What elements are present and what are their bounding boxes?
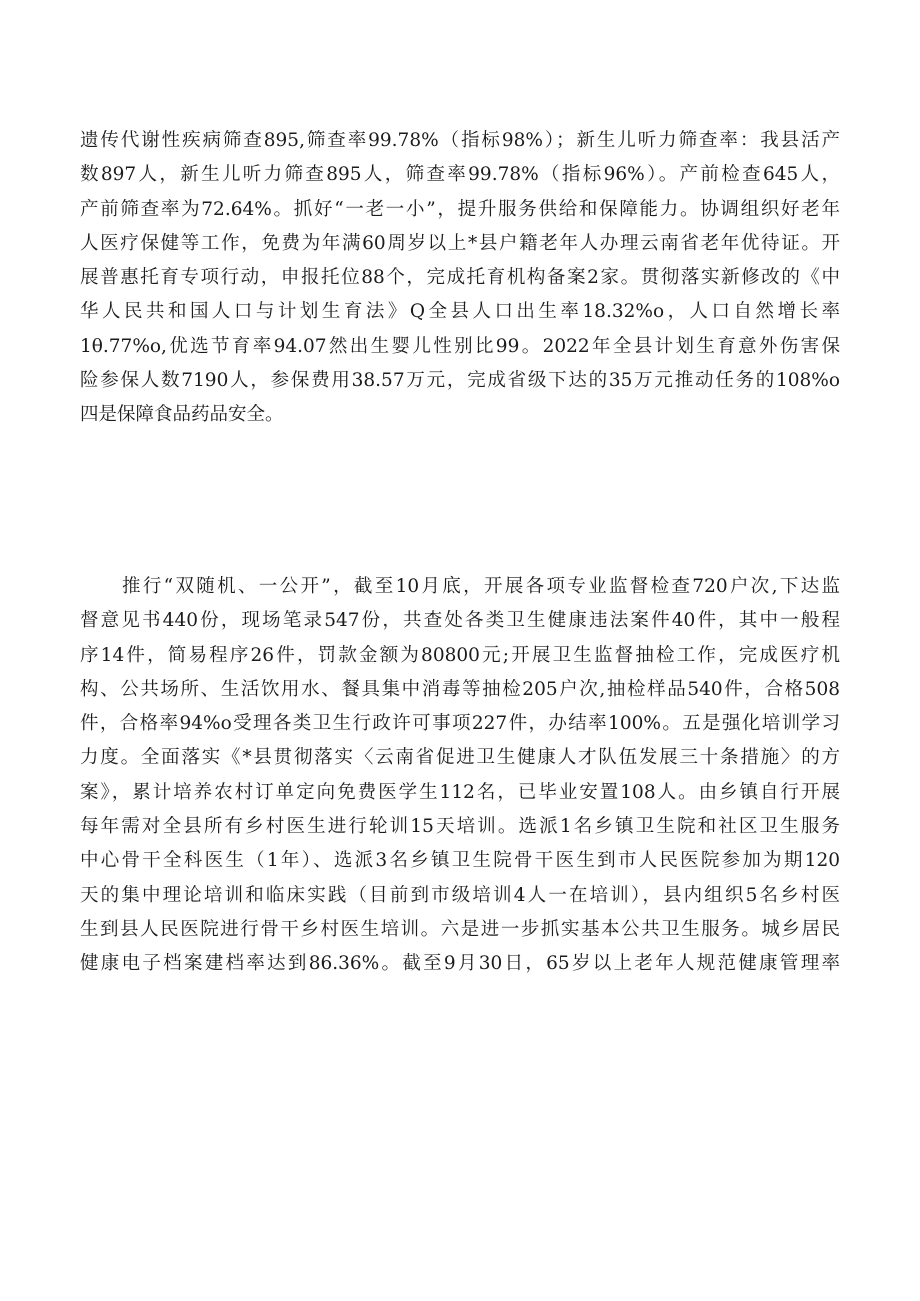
paragraph-1	[80, 124, 840, 433]
text-line: 督意见书440份，现场笔录547份，共查处各类卫生健康违法案件40件，其中一般程	[80, 610, 840, 632]
text-line: 天的集中理论培训和临床实践（目前到市级培训4人一在培训），县内组织5名乡村医	[80, 884, 840, 906]
text-line: 华人民共和国人口与计划生育法》Q全县人口出生率18.32%o，人口自然增长率	[80, 301, 840, 323]
text-line: 1θ.77%o,优选节育率94.07然出生婴儿性别比99。2022年全县计划生育意外伤害保	[80, 335, 840, 357]
text-line: 生到县人民医院进行骨干乡村医生培训。六是进一步抓实基本公共卫生服务。城乡居民	[80, 918, 840, 940]
text-line: 力度。全面落实《*县贯彻落实〈云南省促进卫生健康人才队伍发展三十条措施〉的方	[80, 747, 840, 769]
text-line: 每年需对全县所有乡村医生进行轮训15天培训。选派1名乡镇卫生院和社区卫生服务	[80, 816, 840, 838]
text-line: 案》，累计培养农村订单定向免费医学生112名，已毕业安置108人。由乡镇自行开展	[80, 781, 840, 803]
paragraph-2	[80, 570, 840, 982]
text-line: 展普惠托育专项行动，申报托位88个，完成托育机构备案2家。贯彻落实新修改的《中	[80, 267, 840, 289]
text-line: 数897人，新生儿听力筛查895人，筛查率99.78%（指标96%）。产前检查645人，	[80, 164, 840, 186]
text-line: 健康电子档案建档率达到86.36%。截至9月30日，65岁以上老年人规范健康管理率	[80, 953, 840, 975]
text-line: 序14件，简易程序26件，罚款金额为80800元;开展卫生监督抽检工作，完成医疗机	[80, 644, 840, 666]
text-line: 构、公共场所、生活饮用水、餐具集中消毒等抽检205户次,抽检样品540件，合格508	[80, 678, 840, 700]
text-line: 产前筛查率为72.64%。抓好“一老一小”，提升服务供给和保障能力。协调组织好老年	[80, 198, 840, 220]
text-line: 人医疗保健等工作，免费为年满60周岁以上*县户籍老年人办理云南省老年优待证。开	[80, 232, 840, 254]
text-line-last: 四是保障食品药品安全。	[80, 404, 284, 426]
text-line: 件，合格率94%o受理各类卫生行政许可事项227件，办结率100%。五是强化培训学习	[80, 713, 840, 735]
text-line-first: 推行“双随机、一公开”，截至10月底，开展各项专业监督检查720户次,下达监	[122, 576, 840, 597]
text-line: 遗传代谢性疾病筛查895,筛查率99.78%（指标98%）；新生儿听力筛查率：我县活产	[80, 130, 840, 151]
text-line: 中心骨干全科医生（1年）、选派3名乡镇卫生院骨干医生到市人民医院参加为期120	[80, 850, 840, 872]
text-line: 险参保人数7190人，参保费用38.57万元，完成省级下达的35万元推动任务的108%o	[80, 370, 840, 392]
